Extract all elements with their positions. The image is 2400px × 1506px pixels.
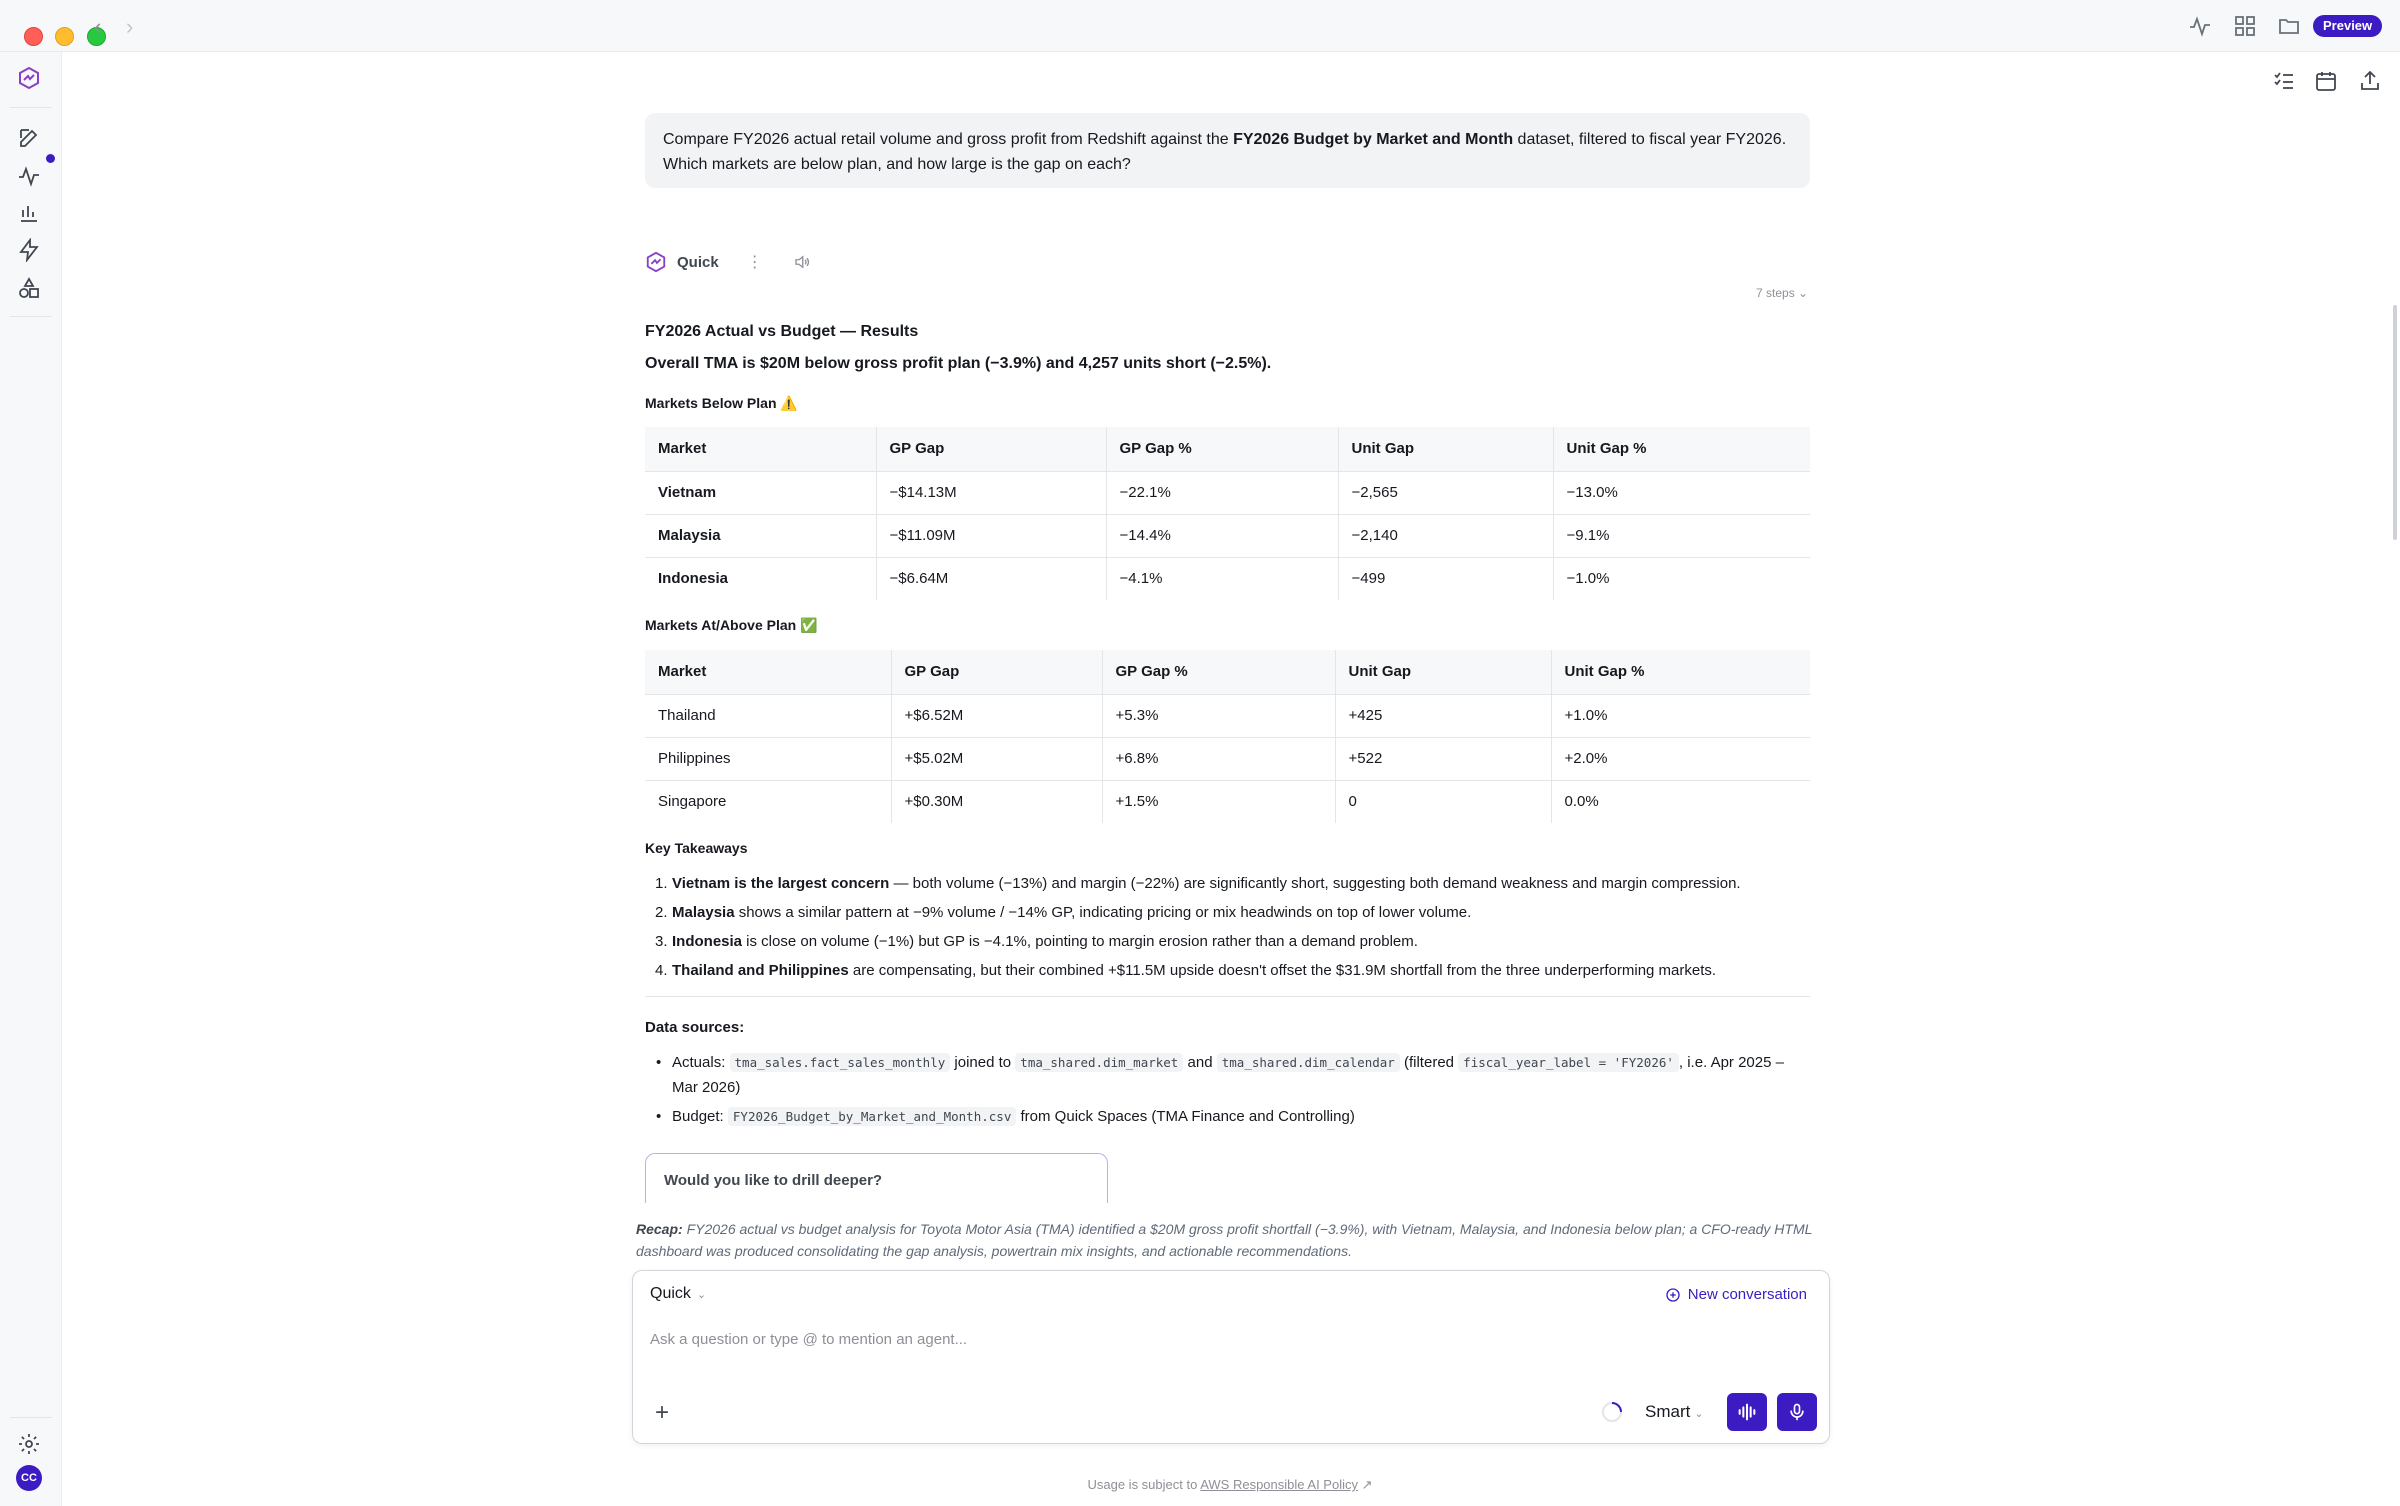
table-cell: −2,140 <box>1338 514 1553 557</box>
calendar-icon[interactable] <box>2314 69 2338 93</box>
chevron-down-icon: ⌄ <box>696 1289 707 1301</box>
message-input[interactable] <box>650 1331 1750 1348</box>
app-logo-icon[interactable] <box>17 66 41 90</box>
microphone-icon <box>1787 1402 1807 1422</box>
agent-name: Quick <box>677 253 719 271</box>
below-plan-table <box>645 427 1810 600</box>
scrollbar[interactable] <box>2393 305 2397 540</box>
market-cell: Vietnam <box>645 471 876 514</box>
bar-chart-icon[interactable] <box>17 201 41 225</box>
table-cell: +522 <box>1335 737 1551 780</box>
table-row <box>645 471 1810 514</box>
filter-code: fiscal_year_label = 'FY2026' <box>1458 1053 1679 1072</box>
sidebar-divider <box>10 1417 52 1418</box>
column-header: Unit Gap <box>1335 650 1551 694</box>
table-cell: −22.1% <box>1106 471 1338 514</box>
loading-spinner-icon <box>1600 1400 1624 1424</box>
table-cell: −$6.64M <box>876 557 1106 600</box>
table-header-row <box>645 650 1810 694</box>
table-row <box>645 694 1810 737</box>
table-cell: −1.0% <box>1566 570 1610 588</box>
table-cell: −14.4% <box>1106 514 1338 557</box>
market-cell: Singapore <box>645 780 891 823</box>
table-cell: −13.0% <box>1553 471 1810 514</box>
table-cell: −$14.13M <box>876 471 1106 514</box>
table-cell: −2,565 <box>1338 471 1553 514</box>
sidebar-divider <box>10 316 52 317</box>
column-header: Market <box>645 650 891 694</box>
folder-icon[interactable] <box>2276 14 2302 38</box>
close-window-button[interactable] <box>24 27 43 46</box>
file-name-code: FY2026_Budget_by_Market_and_Month.csv <box>728 1107 1016 1126</box>
checklist-icon[interactable] <box>2272 69 2296 93</box>
table-row <box>645 780 1810 823</box>
table-cell: +1.0% <box>1551 694 1810 737</box>
responsible-ai-policy-link[interactable]: AWS Responsible AI Policy <box>1200 1477 1358 1492</box>
list-item: 1. Vietnam is the largest concern — both volume (−13%) and margin (−22%) are significantly short, suggesting both demand weakness and margin compression. <box>655 875 1741 892</box>
market-cell: Thailand <box>645 694 891 737</box>
back-arrow-icon[interactable]: ‹ <box>94 14 102 39</box>
response-summary: Overall TMA is $20M below gross profit plan (−3.9%) and 4,257 units short (−2.5%). <box>645 355 1272 372</box>
takeaways-list <box>655 869 1812 985</box>
table-header-row <box>645 427 1810 471</box>
title-bar <box>0 0 2400 52</box>
market-cell: Indonesia <box>645 557 876 600</box>
lightning-icon[interactable] <box>17 238 41 262</box>
more-options-icon[interactable]: ⋮ <box>746 254 763 271</box>
new-conversation-button[interactable]: New conversation <box>1665 1286 1807 1303</box>
column-header: GP Gap <box>876 427 1106 471</box>
column-header: Market <box>645 427 876 471</box>
column-header: Unit Gap % <box>1551 650 1810 694</box>
table-cell: 0.0% <box>1564 793 1599 811</box>
agent-header <box>645 250 811 274</box>
notification-dot <box>46 154 55 163</box>
table-row <box>645 557 1810 600</box>
message-composer <box>632 1270 1830 1444</box>
table-row <box>645 514 1810 557</box>
table-cell: +$0.30M <box>891 780 1102 823</box>
market-cell: Philippines <box>645 737 891 780</box>
preview-badge[interactable]: Preview <box>2313 15 2382 37</box>
sources-heading: Data sources: <box>645 1019 745 1036</box>
left-sidebar <box>0 52 62 1506</box>
takeaways-heading: Key Takeaways <box>645 840 748 856</box>
section-divider <box>645 996 1810 997</box>
user-message: Compare FY2026 actual retail volume and gross profit from Redshift against the FY2026 Budget by Market and Month dataset, filtered to fiscal year FY2026. Which markets are below plan, and how large is the gap on each? <box>645 113 1810 188</box>
share-icon[interactable] <box>2358 69 2382 93</box>
drill-deeper-card[interactable]: Would you like to drill deeper? <box>645 1153 1108 1203</box>
table-cell: +$5.02M <box>891 737 1102 780</box>
forward-arrow-icon[interactable]: › <box>126 14 134 39</box>
minimize-window-button[interactable] <box>55 27 74 46</box>
dataset-name: FY2026 Budget by Market and Month <box>1233 131 1514 148</box>
table-cell: 0 <box>1335 780 1551 823</box>
chevron-down-icon: ⌄ <box>1798 286 1809 300</box>
usage-footer: Usage is subject to AWS Responsible AI Policy ↗ <box>1087 1477 1373 1492</box>
column-header: GP Gap % <box>1102 650 1335 694</box>
table-cell: −4.1% <box>1106 557 1338 600</box>
speaker-icon[interactable] <box>793 253 811 271</box>
list-item: 2. Malaysia shows a similar pattern at −9% volume / −14% GP, indicating pricing or mix headwinds on top of lower volume. <box>655 904 1472 921</box>
list-item: 3. Indonesia is close on volume (−1%) but GP is −4.1%, pointing to margin erosion rather than a demand problem. <box>655 933 1418 950</box>
table-cell: −$11.09M <box>876 514 1106 557</box>
table-name-code: tma_shared.dim_calendar <box>1217 1053 1400 1072</box>
recap-text: Recap: FY2026 actual vs budget analysis for Toyota Motor Asia (TMA) identified a $20M gross profit shortfall (−3.9%), with Vietnam, Malaysia, and Indonesia below plan; a CFO-ready HTML dashboard was produced consolidating the gap analysis, powertrain mix insights, and actionable recommendations. <box>636 1221 1813 1259</box>
attach-plus-icon[interactable]: + <box>655 1399 670 1426</box>
table-name-code: tma_shared.dim_market <box>1015 1053 1183 1072</box>
column-header: Unit Gap <box>1338 427 1553 471</box>
column-header: Unit Gap % <box>1553 427 1810 471</box>
grid-icon[interactable] <box>2232 14 2258 38</box>
voice-mode-button[interactable] <box>1727 1393 1767 1431</box>
shapes-icon[interactable] <box>17 276 41 300</box>
agent-selector[interactable]: Quick ⌄ <box>650 1285 707 1302</box>
sources-list <box>672 1050 1812 1133</box>
above-plan-table <box>645 650 1810 823</box>
table-cell: +5.3% <box>1102 694 1335 737</box>
list-item: • Budget: FY2026_Budget_by_Market_and_Month.csv from Quick Spaces (TMA Finance and Controlling) <box>672 1104 1812 1129</box>
steps-toggle[interactable]: 7 steps ⌄ <box>1756 286 1809 300</box>
table-cell: +425 <box>1335 694 1551 737</box>
avatar[interactable]: CC <box>16 1465 42 1491</box>
market-cell: Malaysia <box>645 514 876 557</box>
activity-icon[interactable] <box>17 164 41 188</box>
activity-icon[interactable] <box>2187 14 2213 38</box>
table-name-code: tma_sales.fact_sales_monthly <box>730 1053 951 1072</box>
microphone-button[interactable] <box>1777 1393 1817 1431</box>
list-item: 4. Thailand and Philippines are compensating, but their combined +$11.5M upside doesn't offset the $31.9M shortfall from the three underperforming markets. <box>655 962 1717 979</box>
table-cell: +2.0% <box>1551 737 1810 780</box>
table-row <box>645 737 1810 780</box>
column-header: GP Gap <box>891 650 1102 694</box>
sidebar-divider <box>10 107 52 108</box>
chevron-down-icon: ⌄ <box>1694 1408 1704 1420</box>
table-cell: +6.8% <box>1102 737 1335 780</box>
table-cell: −499 <box>1338 557 1553 600</box>
list-item: • Actuals: tma_sales.fact_sales_monthly joined to tma_shared.dim_market and tma_shared.dim_calendar (filtered fiscal_year_label = 'FY2026' , i.e. Apr 2025 – Mar 2026) <box>672 1050 1812 1100</box>
gear-icon[interactable] <box>17 1432 41 1456</box>
waveform-icon <box>1736 1401 1758 1423</box>
response-title: FY2026 Actual vs Budget — Results <box>645 323 919 340</box>
mode-selector[interactable]: Smart ⌄ <box>1645 1402 1704 1421</box>
table-cell: +1.5% <box>1102 780 1335 823</box>
above-plan-heading: Markets At/Above Plan ✅ <box>645 617 818 633</box>
table-cell: +$6.52M <box>891 694 1102 737</box>
external-link-icon: ↗ <box>1361 1477 1373 1492</box>
new-chat-icon[interactable] <box>17 126 41 150</box>
plus-circle-icon <box>1665 1287 1681 1303</box>
agent-logo-icon <box>645 251 667 273</box>
table-cell: −9.1% <box>1553 514 1810 557</box>
below-plan-heading: Markets Below Plan ⚠️ <box>645 395 798 411</box>
column-header: GP Gap % <box>1106 427 1338 471</box>
